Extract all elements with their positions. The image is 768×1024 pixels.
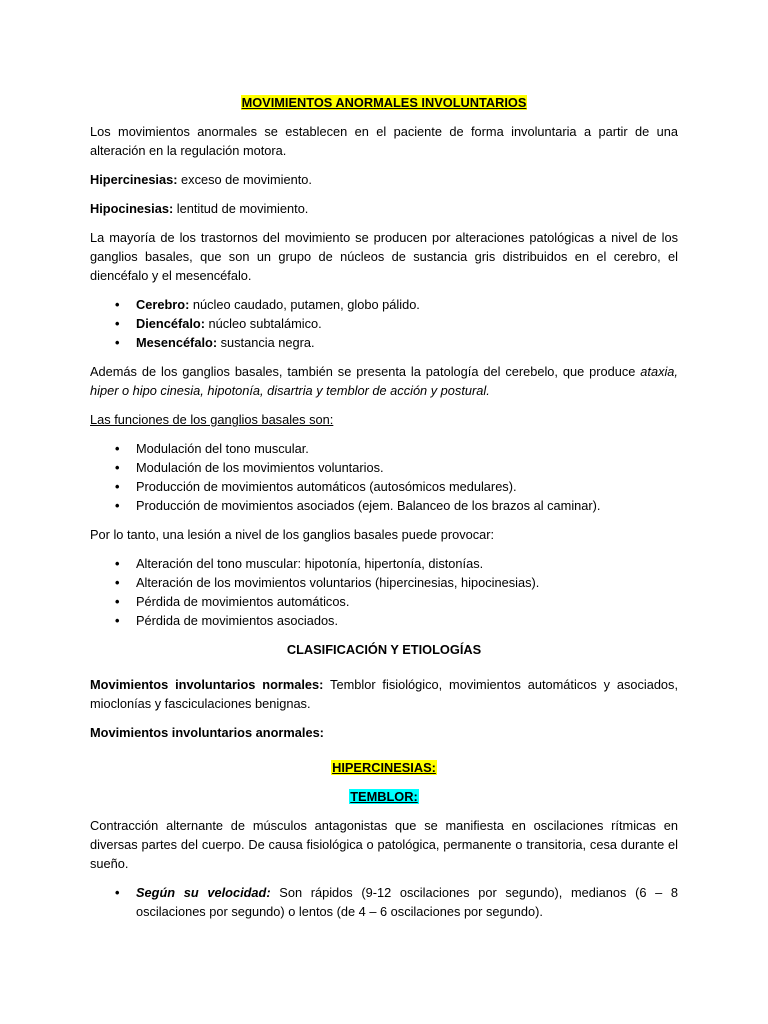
- list-item: • Producción de movimientos asociados (ejem. Balanceo de los brazos al caminar).: [136, 496, 678, 515]
- normales-label: Movimientos involuntarios normales:: [90, 677, 324, 692]
- hipocinesias-definition: [90, 199, 678, 218]
- list-item: • Alteración del tono muscular: hipotonía, hipertonía, distonías.: [136, 554, 678, 573]
- lesion-list: [90, 554, 678, 630]
- funciones-heading: [90, 410, 678, 429]
- list-item: • Pérdida de movimientos automáticos.: [136, 592, 678, 611]
- item-text: sustancia negra.: [217, 335, 315, 350]
- list-item: [136, 333, 678, 352]
- anormales-heading: [90, 723, 678, 742]
- term-label: Hipocinesias:: [90, 201, 174, 216]
- funciones-heading-text: Las funciones de los ganglios basales son:: [90, 412, 334, 427]
- funciones-list: [90, 439, 678, 515]
- list-item: [136, 883, 678, 921]
- normales-paragraph: [90, 675, 678, 713]
- temblor-definition: Contracción alternante de músculos antagonistas que se manifiesta en oscilaciones rítmicas en diversas partes del cuerpo. De causa fisiológica o patológica, permanente o transitoria, cesa durante el sueño.: [90, 818, 678, 871]
- cerebelo-italic: ataxia, hiper o hipo cinesia, hipotonía, disartria y temblor de acción y postural.: [90, 364, 678, 398]
- trastornos-paragraph: La mayoría de los trastornos del movimiento se producen por alteraciones patológicas a nivel de los ganglios basales, que son un grupo de núcleos de sustancia gris distribuidos en el cerebro, el diencéfalo y el mesencéfalo.: [90, 230, 678, 283]
- list-item: • Pérdida de movimientos asociados.: [136, 611, 678, 630]
- velocidad-list: [90, 883, 678, 921]
- item-text: núcleo subtalámico.: [204, 316, 322, 331]
- list-item: • Modulación de los movimientos voluntarios.: [136, 458, 678, 477]
- cerebelo-text: Además de los ganglios basales, también se presenta la patología del cerebelo, que produce: [90, 364, 641, 379]
- lesion-intro: Por lo tanto, una lesión a nivel de los ganglios basales puede provocar:: [90, 527, 495, 542]
- item-label: Cerebro:: [136, 297, 190, 312]
- normales-text: Temblor fisiológico, movimientos automáticos y asociados, mioclonías y fasciculaciones benignas.: [90, 677, 679, 711]
- item-text: núcleo caudado, putamen, globo pálido.: [189, 297, 420, 312]
- velocidad-label: Según su velocidad:: [136, 885, 271, 900]
- item-label: Mesencéfalo:: [136, 335, 218, 350]
- list-item: [136, 295, 678, 314]
- list-item: • Modulación del tono muscular.: [136, 439, 678, 458]
- intro-paragraph: Los movimientos anormales se establecen en el paciente de forma involuntaria a partir de una alteración en la regulación motora.: [90, 124, 678, 158]
- regions-list: [90, 295, 678, 352]
- hipercinesias-definition: [90, 170, 678, 189]
- document-title: [90, 93, 678, 112]
- list-item: [136, 314, 678, 333]
- item-label: Diencéfalo:: [136, 316, 205, 331]
- anormales-label: Movimientos involuntarios anormales:: [90, 725, 324, 740]
- hipercinesias-heading: [90, 758, 678, 777]
- temblor-heading-text: TEMBLOR:: [350, 789, 418, 804]
- temblor-heading: [90, 787, 678, 806]
- cerebelo-paragraph: [90, 362, 678, 400]
- title-text: MOVIMIENTOS ANORMALES INVOLUNTARIOS: [241, 95, 527, 110]
- section-title: CLASIFICACIÓN Y ETIOLOGÍAS: [286, 642, 482, 657]
- term-text: lentitud de movimiento.: [173, 201, 309, 216]
- term-text: exceso de movimiento.: [177, 172, 312, 187]
- list-item: • Alteración de los movimientos voluntarios (hipercinesias, hipocinesias).: [136, 573, 678, 592]
- list-item: • Producción de movimientos automáticos (autosómicos medulares).: [136, 477, 678, 496]
- term-label: Hipercinesias:: [90, 172, 178, 187]
- velocidad-text: Son rápidos (9-12 oscilaciones por segundo), medianos (6 – 8 oscilaciones por segundo) o lentos (de 4 – 6 oscilaciones por segundo).: [136, 885, 678, 919]
- hipercinesias-heading-text: HIPERCINESIAS:: [332, 760, 436, 775]
